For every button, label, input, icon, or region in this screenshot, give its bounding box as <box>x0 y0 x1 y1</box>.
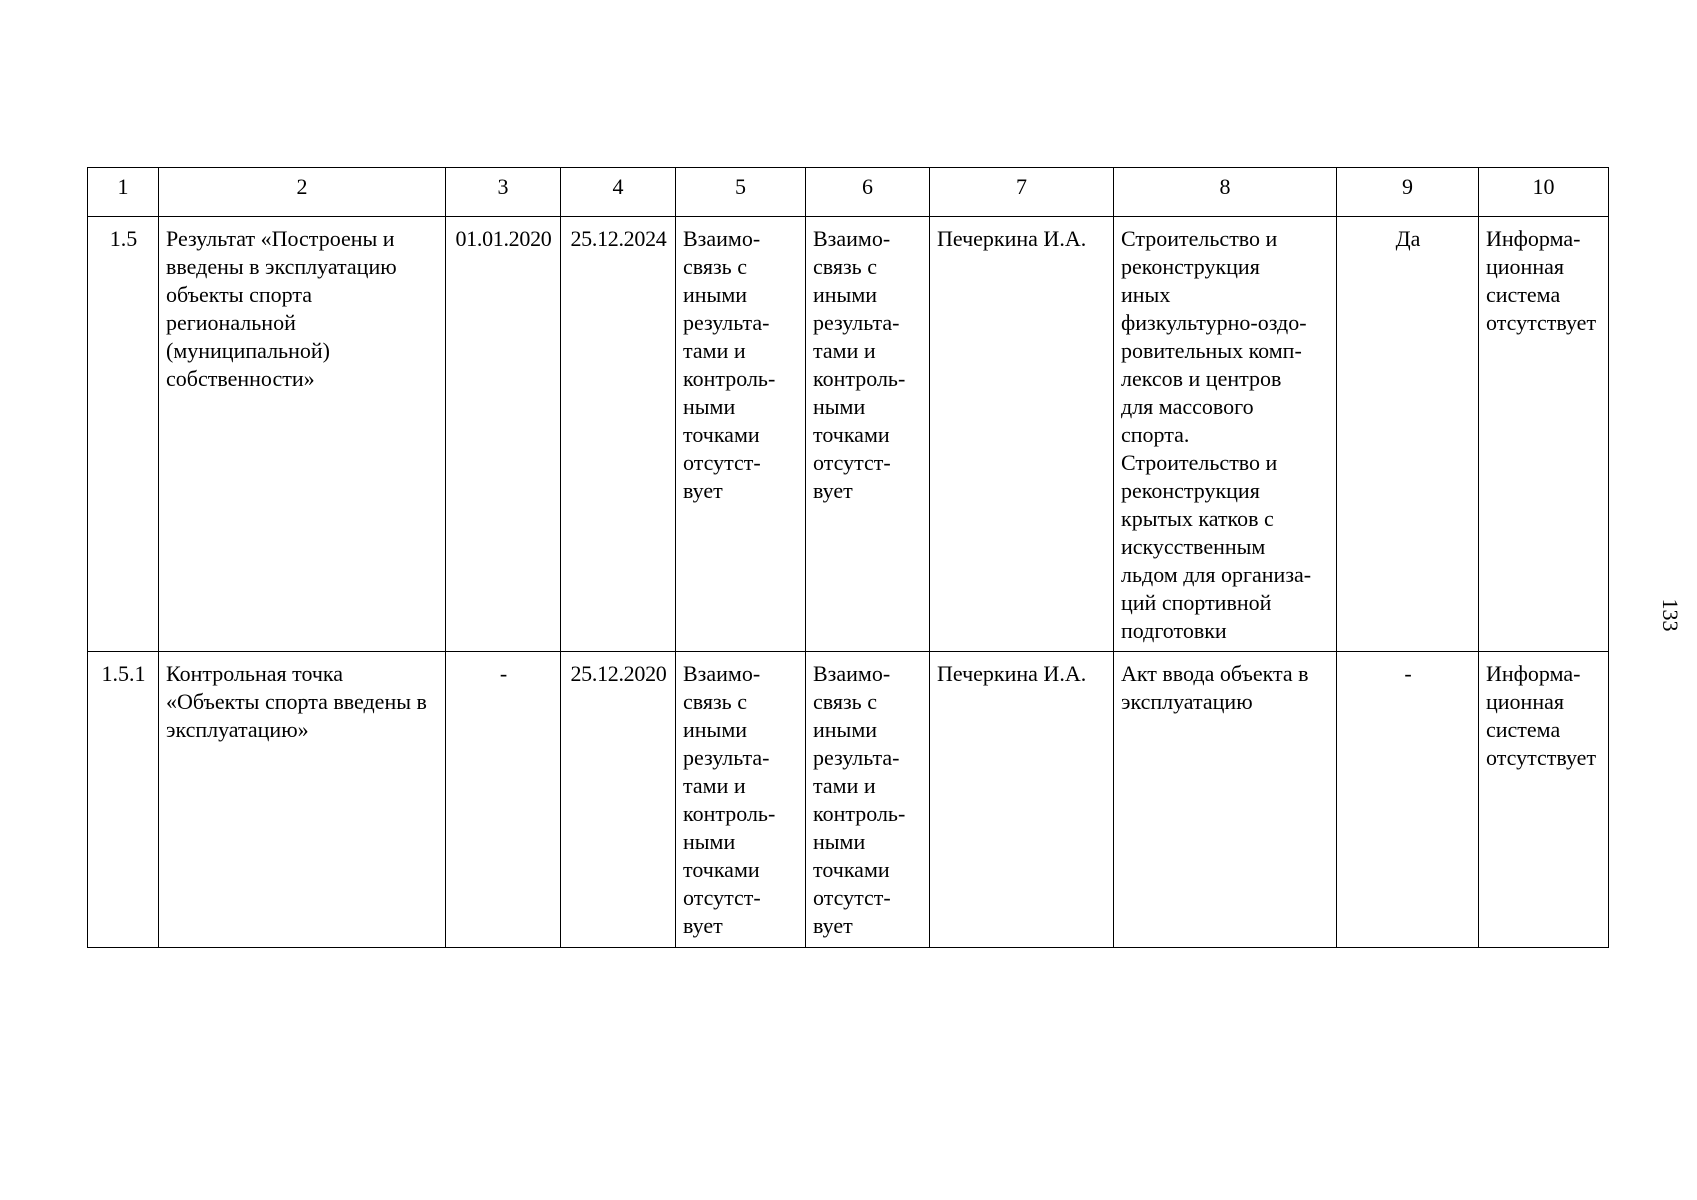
responsible-person: Печеркина И.А. <box>930 652 1114 948</box>
text-line: искусственным <box>1121 534 1266 559</box>
start-date: 01.01.2020 <box>446 217 561 652</box>
text-line: отсутст- <box>683 450 761 475</box>
header-cell: 4 <box>561 168 676 217</box>
text-line: результа- <box>683 310 770 335</box>
text-line: отсутст- <box>683 885 761 910</box>
header-cell: 7 <box>930 168 1114 217</box>
flag-cell: Да <box>1337 217 1479 652</box>
text-line: тами и <box>683 338 746 363</box>
text-line: связь с <box>813 689 877 714</box>
info-system-cell <box>1479 217 1609 652</box>
text-line: ционная <box>1486 254 1564 279</box>
text-line: связь с <box>683 689 747 714</box>
results-table <box>87 167 1609 948</box>
text-line: вует <box>683 913 723 938</box>
text-line: ными <box>683 394 736 419</box>
text-line: эксплуатацию <box>1121 689 1253 714</box>
header-cell: 9 <box>1337 168 1479 217</box>
text-line: спорта. <box>1121 422 1190 447</box>
text-line: ровительных комп- <box>1121 338 1302 363</box>
document-cell <box>1114 652 1337 948</box>
text-line: результа- <box>813 310 900 335</box>
text-line: отсутст- <box>813 885 891 910</box>
text-line: точками <box>813 422 890 447</box>
text-line: иными <box>813 717 878 742</box>
text-line: контроль- <box>813 801 906 826</box>
relation-cell <box>806 652 930 948</box>
start-date: - <box>446 652 561 948</box>
header-cell: 5 <box>676 168 806 217</box>
relation-cell <box>676 652 806 948</box>
text-line: Взаимо- <box>813 661 891 686</box>
text-line: иными <box>683 717 748 742</box>
header-cell: 6 <box>806 168 930 217</box>
header-cell: 1 <box>88 168 159 217</box>
text-line: лексов и центров <box>1121 366 1282 391</box>
text-line: результа- <box>683 745 770 770</box>
text-line: Строительство и <box>1121 450 1278 475</box>
header-row <box>88 168 1609 217</box>
text-line: для массового <box>1121 394 1254 419</box>
text-line: результа- <box>813 745 900 770</box>
text-line: отсутст- <box>813 450 891 475</box>
text-line: реконструкция <box>1121 254 1260 279</box>
text-line: иными <box>683 282 748 307</box>
end-date: 25.12.2020 <box>561 652 676 948</box>
flag-cell: - <box>1337 652 1479 948</box>
info-system-cell <box>1479 652 1609 948</box>
relation-cell <box>676 217 806 652</box>
text-line: тами и <box>813 773 876 798</box>
text-line: тами и <box>683 773 746 798</box>
text-line: точками <box>683 857 760 882</box>
header-cell: 8 <box>1114 168 1337 217</box>
text-line: крытых катков с <box>1121 506 1274 531</box>
text-line: связь с <box>813 254 877 279</box>
text-line: связь с <box>683 254 747 279</box>
table-row <box>88 652 1609 948</box>
text-line: физкультурно-оздо- <box>1121 310 1307 335</box>
text-line: система <box>1486 282 1561 307</box>
result-name: Контрольная точка «Объекты спорта введены в эксплуатацию» <box>159 652 446 948</box>
text-line: Строительство и <box>1121 226 1278 251</box>
text-line: Акт ввода объекта в <box>1121 661 1309 686</box>
row-number: 1.5.1 <box>88 652 159 948</box>
text-line: контроль- <box>813 366 906 391</box>
text-line: точками <box>683 422 760 447</box>
row-number: 1.5 <box>88 217 159 652</box>
text-line: Взаимо- <box>813 226 891 251</box>
text-line: контроль- <box>683 366 776 391</box>
text-line: вует <box>683 478 723 503</box>
text-line: отсутствует <box>1486 310 1597 335</box>
text-line: реконструкция <box>1121 478 1260 503</box>
text-line: отсутствует <box>1486 745 1597 770</box>
result-name: Результат «Построены и введены в эксплуатацию объекты спорта региональной (муниципальной) собственности» <box>159 217 446 652</box>
table-row <box>88 217 1609 652</box>
text-line: ными <box>813 394 866 419</box>
text-line: льдом для организа- <box>1121 562 1312 587</box>
text-line: иных <box>1121 282 1171 307</box>
text-line: подготовки <box>1121 618 1227 643</box>
text-line: Информа- <box>1486 226 1581 251</box>
header-cell: 3 <box>446 168 561 217</box>
text-line: иными <box>813 282 878 307</box>
header-cell: 2 <box>159 168 446 217</box>
text-line: система <box>1486 717 1561 742</box>
page-number: 133 <box>1658 598 1683 632</box>
text-line: Взаимо- <box>683 226 761 251</box>
text-line: ционная <box>1486 689 1564 714</box>
text-line: ными <box>683 829 736 854</box>
header-cell: 10 <box>1479 168 1609 217</box>
responsible-person: Печеркина И.А. <box>930 217 1114 652</box>
text-line: тами и <box>813 338 876 363</box>
document-cell <box>1114 217 1337 652</box>
text-line: контроль- <box>683 801 776 826</box>
text-line: точками <box>813 857 890 882</box>
end-date: 25.12.2024 <box>561 217 676 652</box>
text-line: ными <box>813 829 866 854</box>
text-line: вует <box>813 478 853 503</box>
relation-cell <box>806 217 930 652</box>
text-line: вует <box>813 913 853 938</box>
text-line: Информа- <box>1486 661 1581 686</box>
text-line: Взаимо- <box>683 661 761 686</box>
text-line: ций спортивной <box>1121 590 1272 615</box>
